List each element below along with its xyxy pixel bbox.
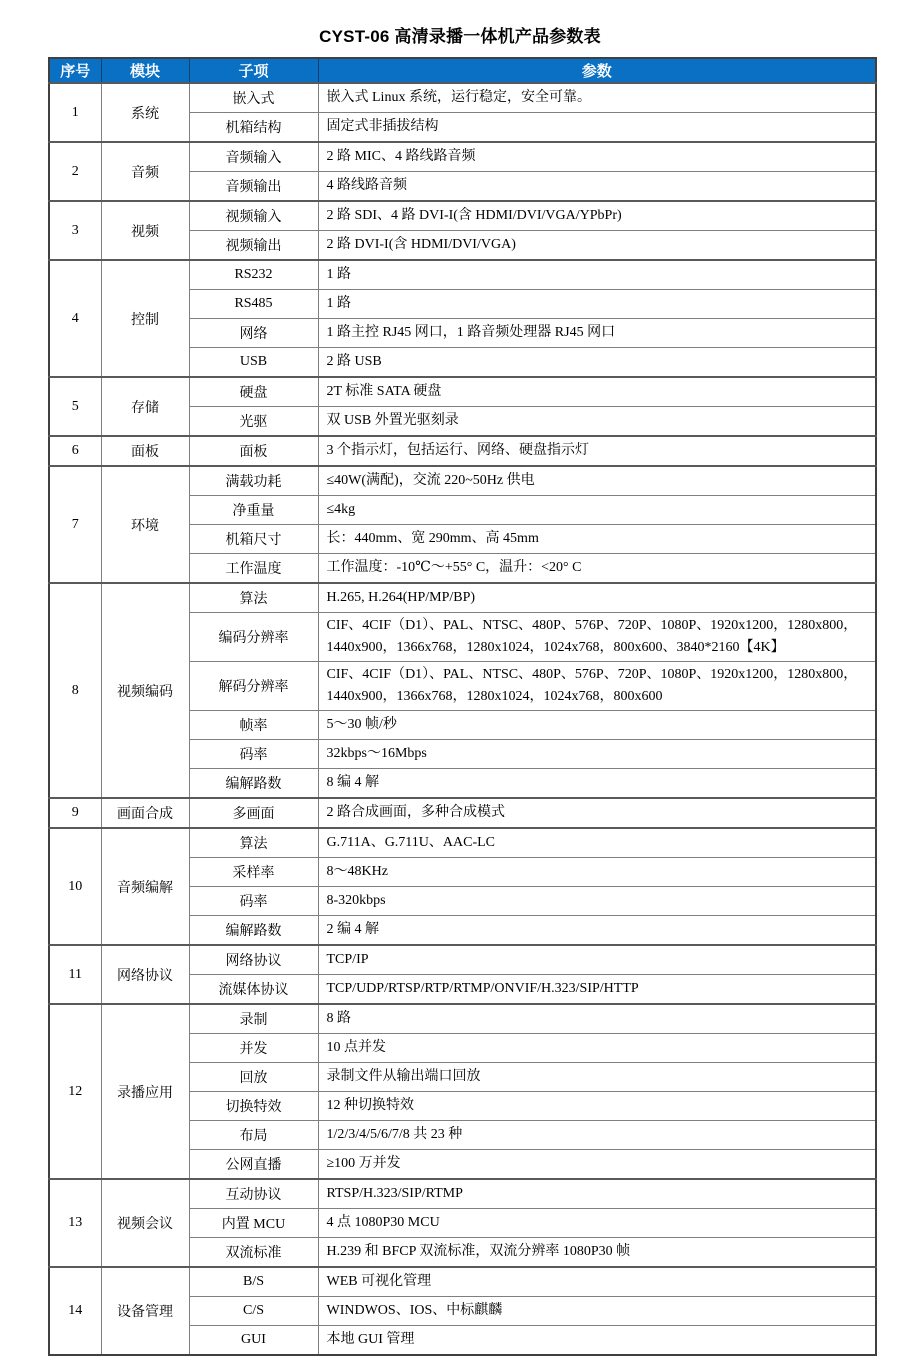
param-cell: 2 路 SDI、4 路 DVI-I(含 HDMI/DVI/VGA/YPbPr) <box>318 201 876 231</box>
column-header-no: 序号 <box>49 58 101 83</box>
subitem-cell: 网络协议 <box>189 945 318 975</box>
subitem-cell: 并发 <box>189 1034 318 1063</box>
param-cell: TCP/UDP/RTSP/RTP/RTMP/ONVIF/H.323/SIP/HTTP <box>318 975 876 1005</box>
subitem-cell: 光驱 <box>189 407 318 437</box>
param-cell: 2 路 USB <box>318 348 876 378</box>
table-row <box>49 828 876 858</box>
param-cell: TCP/IP <box>318 945 876 975</box>
table-row <box>49 1267 876 1297</box>
module-cell: 音频编解 <box>101 828 189 945</box>
module-cell: 画面合成 <box>101 798 189 828</box>
module-cell: 设备管理 <box>101 1267 189 1355</box>
subitem-cell: 嵌入式 <box>189 83 318 113</box>
subitem-cell: 采样率 <box>189 858 318 887</box>
row-number-cell: 11 <box>49 945 101 1004</box>
module-cell: 视频会议 <box>101 1179 189 1267</box>
subitem-cell: 码率 <box>189 887 318 916</box>
param-cell: 双 USB 外置光驱刻录 <box>318 407 876 437</box>
param-cell: 8 编 4 解 <box>318 769 876 799</box>
subitem-cell: 帧率 <box>189 711 318 740</box>
spec-table-header <box>49 58 876 83</box>
subitem-cell: 音频输出 <box>189 172 318 202</box>
column-header-module: 模块 <box>101 58 189 83</box>
module-cell: 存储 <box>101 377 189 436</box>
param-cell: 32kbps～16Mbps <box>318 740 876 769</box>
param-cell: 8 路 <box>318 1004 876 1034</box>
subitem-cell: 净重量 <box>189 496 318 525</box>
row-number-cell: 6 <box>49 436 101 466</box>
table-row <box>49 377 876 407</box>
module-cell: 音频 <box>101 142 189 201</box>
subitem-cell: C/S <box>189 1297 318 1326</box>
spec-table <box>48 57 877 1356</box>
row-number-cell: 3 <box>49 201 101 260</box>
subitem-cell: 布局 <box>189 1121 318 1150</box>
table-row <box>49 1004 876 1034</box>
param-cell: H.265, H.264(HP/MP/BP) <box>318 583 876 613</box>
subitem-cell: B/S <box>189 1267 318 1297</box>
param-cell: 固定式非插拔结构 <box>318 113 876 143</box>
param-cell: ≤4kg <box>318 496 876 525</box>
subitem-cell: 面板 <box>189 436 318 466</box>
param-cell: WEB 可视化管理 <box>318 1267 876 1297</box>
table-row <box>49 466 876 496</box>
param-cell: 2 编 4 解 <box>318 916 876 946</box>
subitem-cell: 视频输出 <box>189 231 318 261</box>
param-cell: CIF、4CIF（D1）、PAL、NTSC、480P、576P、720P、1080P、1920x1200，1280x800，1440x900，1366x768，1280x1024，1024x768，800x600 <box>318 662 876 711</box>
param-cell: RTSP/H.323/SIP/RTMP <box>318 1179 876 1209</box>
subitem-cell: 编码分辨率 <box>189 613 318 662</box>
row-number-cell: 4 <box>49 260 101 377</box>
subitem-cell: USB <box>189 348 318 378</box>
table-row <box>49 583 876 613</box>
spec-table-body <box>49 83 876 1355</box>
param-cell: 2 路 MIC、4 路线路音频 <box>318 142 876 172</box>
module-cell: 系统 <box>101 83 189 142</box>
table-row <box>49 83 876 113</box>
param-cell: 长：440mm、宽 290mm、高 45mm <box>318 525 876 554</box>
module-cell: 控制 <box>101 260 189 377</box>
column-header-subitem: 子项 <box>189 58 318 83</box>
subitem-cell: 切换特效 <box>189 1092 318 1121</box>
subitem-cell: 编解路数 <box>189 769 318 799</box>
param-cell: 2 路 DVI-I(含 HDMI/DVI/VGA) <box>318 231 876 261</box>
subitem-cell: 互动协议 <box>189 1179 318 1209</box>
module-cell: 网络协议 <box>101 945 189 1004</box>
page-title: CYST-06 高清录播一体机产品参数表 <box>319 27 601 46</box>
subitem-cell: 公网直播 <box>189 1150 318 1180</box>
module-cell: 面板 <box>101 436 189 466</box>
subitem-cell: 编解路数 <box>189 916 318 946</box>
row-number-cell: 9 <box>49 798 101 828</box>
subitem-cell: 录制 <box>189 1004 318 1034</box>
table-row <box>49 436 876 466</box>
subitem-cell: 网络 <box>189 319 318 348</box>
subitem-cell: 工作温度 <box>189 554 318 584</box>
row-number-cell: 7 <box>49 466 101 583</box>
param-cell: 10 点并发 <box>318 1034 876 1063</box>
subitem-cell: 视频输入 <box>189 201 318 231</box>
subitem-cell: RS485 <box>189 290 318 319</box>
param-cell: 1 路 <box>318 290 876 319</box>
row-number-cell: 1 <box>49 83 101 142</box>
param-cell: 本地 GUI 管理 <box>318 1326 876 1356</box>
subitem-cell: 音频输入 <box>189 142 318 172</box>
table-row <box>49 201 876 231</box>
subitem-cell: 解码分辨率 <box>189 662 318 711</box>
column-header-param: 参数 <box>318 58 876 83</box>
param-cell: CIF、4CIF（D1）、PAL、NTSC、480P、576P、720P、1080P、1920x1200，1280x800，1440x900，1366x768，1280x1024，1024x768，800x600、3840*2160【4K】 <box>318 613 876 662</box>
param-cell: 2 路合成画面，多种合成模式 <box>318 798 876 828</box>
row-number-cell: 13 <box>49 1179 101 1267</box>
header-row <box>49 58 876 83</box>
param-cell: 1 路主控 RJ45 网口，1 路音频处理器 RJ45 网口 <box>318 319 876 348</box>
row-number-cell: 14 <box>49 1267 101 1355</box>
subitem-cell: 流媒体协议 <box>189 975 318 1005</box>
param-cell: 3 个指示灯，包括运行、网络、硬盘指示灯 <box>318 436 876 466</box>
param-cell: 嵌入式 Linux 系统，运行稳定，安全可靠。 <box>318 83 876 113</box>
param-cell: G.711A、G.711U、AAC-LC <box>318 828 876 858</box>
param-cell: 8～48KHz <box>318 858 876 887</box>
subitem-cell: 机箱尺寸 <box>189 525 318 554</box>
param-cell: 1/2/3/4/5/6/7/8 共 23 种 <box>318 1121 876 1150</box>
table-row <box>49 798 876 828</box>
subitem-cell: 双流标准 <box>189 1238 318 1268</box>
param-cell: 录制文件从输出端口回放 <box>318 1063 876 1092</box>
subitem-cell: 算法 <box>189 583 318 613</box>
param-cell: 12 种切换特效 <box>318 1092 876 1121</box>
subitem-cell: GUI <box>189 1326 318 1356</box>
subitem-cell: 内置 MCU <box>189 1209 318 1238</box>
table-row <box>49 1179 876 1209</box>
param-cell: 4 路线路音频 <box>318 172 876 202</box>
row-number-cell: 5 <box>49 377 101 436</box>
param-cell: 1 路 <box>318 260 876 290</box>
row-number-cell: 8 <box>49 583 101 798</box>
module-cell: 视频编码 <box>101 583 189 798</box>
param-cell: WINDWOS、IOS、中标麒麟 <box>318 1297 876 1326</box>
module-cell: 录播应用 <box>101 1004 189 1179</box>
subitem-cell: 满载功耗 <box>189 466 318 496</box>
module-cell: 视频 <box>101 201 189 260</box>
subitem-cell: RS232 <box>189 260 318 290</box>
table-row <box>49 142 876 172</box>
param-cell: 5～30 帧/秒 <box>318 711 876 740</box>
subitem-cell: 算法 <box>189 828 318 858</box>
param-cell: 8-320kbps <box>318 887 876 916</box>
subitem-cell: 硬盘 <box>189 377 318 407</box>
row-number-cell: 2 <box>49 142 101 201</box>
subitem-cell: 码率 <box>189 740 318 769</box>
row-number-cell: 12 <box>49 1004 101 1179</box>
subitem-cell: 多画面 <box>189 798 318 828</box>
row-number-cell: 10 <box>49 828 101 945</box>
param-cell: 4 点 1080P30 MCU <box>318 1209 876 1238</box>
subitem-cell: 回放 <box>189 1063 318 1092</box>
subitem-cell: 机箱结构 <box>189 113 318 143</box>
param-cell: ≥100 万并发 <box>318 1150 876 1180</box>
param-cell: ≤40W(满配)，交流 220~50Hz 供电 <box>318 466 876 496</box>
param-cell: 2T 标准 SATA 硬盘 <box>318 377 876 407</box>
table-row <box>49 260 876 290</box>
table-row <box>49 945 876 975</box>
param-cell: H.239 和 BFCP 双流标准，双流分辨率 1080P30 帧 <box>318 1238 876 1268</box>
module-cell: 环境 <box>101 466 189 583</box>
param-cell: 工作温度：-10℃～+55° C，温升：<20° C <box>318 554 876 584</box>
